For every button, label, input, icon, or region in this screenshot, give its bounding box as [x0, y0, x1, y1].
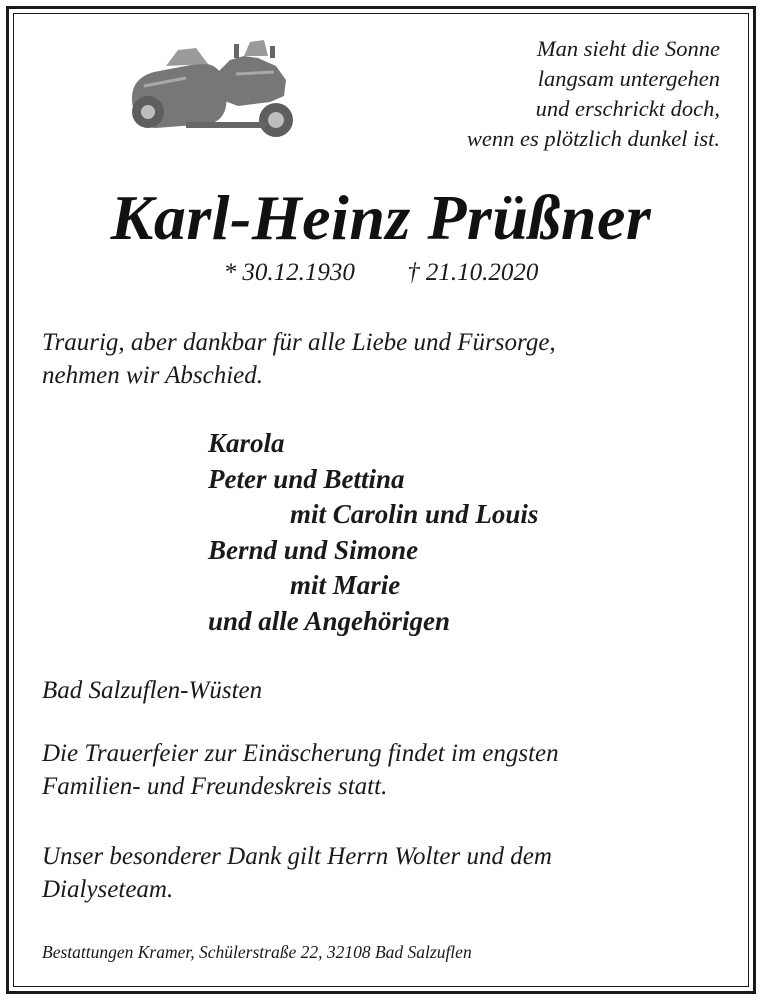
deceased-name: Karl-Heinz Prüßner	[110, 182, 652, 253]
quote-line: Man sieht die Sonne	[536, 36, 720, 61]
mourning-line: Traurig, aber dankbar für alle Liebe und Fürsorge,	[42, 329, 556, 356]
mourning-line: nehmen wir Abschied.	[42, 362, 264, 389]
family-member: Peter und Bettina	[208, 463, 405, 494]
thanks-notice	[42, 840, 552, 906]
death-date: † 21.10.2020	[407, 259, 539, 286]
quote-line: wenn es plötzlich dunkel ist.	[466, 126, 720, 151]
family-member: und alle Angehörigen	[208, 605, 451, 636]
family-member: Bernd und Simone	[208, 534, 419, 565]
ceremony-notice	[42, 737, 559, 803]
ceremony-line: Die Trauerfeier zur Einäscherung findet im engsten	[42, 740, 559, 767]
family-list	[208, 426, 538, 639]
life-dates	[0, 257, 762, 289]
quote-line: langsam untergehen	[537, 66, 720, 91]
mourning-text	[42, 326, 556, 392]
family-member: mit Marie	[290, 570, 401, 600]
undertaker-info: Bestattungen Kramer, Schülerstraße 22, 32108 Bad Salzuflen	[42, 942, 472, 962]
thanks-line: Unser besonderer Dank gilt Herrn Wolter und dem	[42, 843, 552, 870]
poem-quote	[360, 34, 720, 154]
birth-date: * 30.12.1930	[223, 259, 355, 286]
ceremony-line: Familien- und Freundeskreis statt.	[42, 773, 388, 800]
thanks-line: Dialyseteam.	[42, 876, 174, 903]
motorcycle-sidecar-icon	[126, 36, 296, 144]
quote-line: und erschrickt doch,	[535, 96, 720, 121]
family-member: Karola	[208, 428, 285, 458]
family-member: mit Carolin und Louis	[290, 499, 539, 529]
place-of-residence: Bad Salzuflen-Wüsten	[42, 677, 263, 704]
